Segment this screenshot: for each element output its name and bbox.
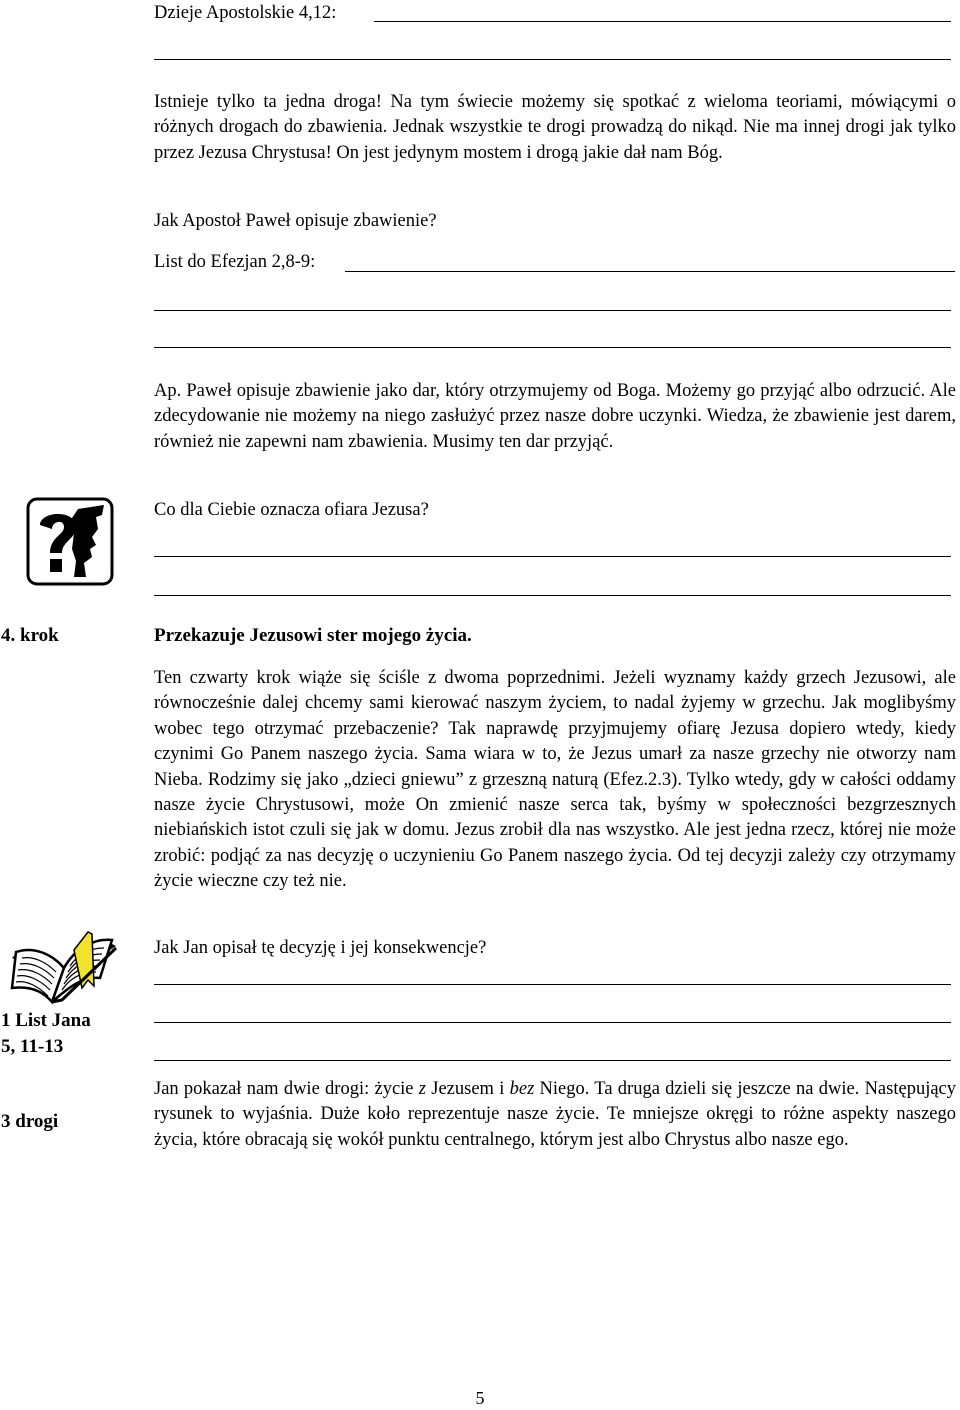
question-paul-salvation: Jak Apostoł Paweł opisuje zbawienie?: [154, 211, 437, 231]
question-head-icon: [26, 497, 114, 586]
answer-line[interactable]: [154, 556, 951, 557]
ways-text-without: bez: [509, 1079, 535, 1099]
page-number: 5: [475, 1388, 485, 1408]
ways-text-with: z: [418, 1079, 426, 1099]
answer-line[interactable]: [154, 984, 951, 985]
question-john-decision: Jak Jan opisał tę decyzję i jej konsekwencje?: [154, 938, 487, 958]
sidebar-three-ways: 3 drogi: [1, 1111, 59, 1132]
answer-line[interactable]: [154, 1022, 951, 1023]
answer-line[interactable]: [154, 347, 951, 348]
answer-line[interactable]: [374, 21, 951, 22]
paragraph-only-way: Istnieje tylko ta jedna droga! Na tym świecie możemy się spotkać z wieloma teoriami, mówiącymi o różnych drogach do zbawienia. Jednak wszystkie te drogi prowadzą do nikąd. Nie ma innej drogi jak tylko przez Jezusa Chrystusa! On jest jedynym mostem i drogą jakie dał nam Bóg.: [154, 92, 956, 163]
sidebar-reference-line2: 5, 11-13: [1, 1036, 64, 1057]
ways-text-end: Niego. Ta druga dzieli się jeszcze na dwie. Następujący rysunek to wyjaśnia. Duże koło reprezentuje nasze życie. Te mniejsze okręgi to różne aspekty naszego życia, które obracają się wokół punktu centralnego, którym jest albo Chrystus albo nasze ego.: [154, 1079, 957, 1150]
answer-line[interactable]: [154, 595, 951, 596]
question-sacrifice: Co dla Ciebie oznacza ofiara Jezusa?: [154, 500, 429, 520]
ephesians-reference-label: List do Efezjan 2,8-9:: [154, 252, 316, 272]
ways-text-mid: Jezusem i: [426, 1079, 510, 1099]
step-label: 4. krok: [1, 625, 59, 646]
answer-line[interactable]: [154, 310, 951, 311]
open-bible-icon: [8, 928, 120, 1006]
acts-reference-label: Dzieje Apostolskie 4,12:: [154, 3, 337, 23]
sidebar-reference-line1: 1 List Jana: [1, 1010, 91, 1031]
ways-text-start: Jan pokazał nam dwie drogi: życie: [154, 1079, 419, 1099]
paragraph-gift: Ap. Paweł opisuje zbawienie jako dar, który otrzymujemy od Boga. Możemy go przyjąć albo odrzucić. Ale zdecydowanie nie możemy na niego zasłużyć przez nasze dobre uczynki. Wiedza, że zbawienie jest darem, również nie zapewni nam zbawienia. Musimy ten dar przyjąć.: [154, 381, 956, 452]
answer-line[interactable]: [154, 1060, 951, 1061]
answer-line[interactable]: [154, 59, 951, 60]
paragraph-step4: Ten czwarty krok wiąże się ściśle z dwoma poprzednimi. Jeżeli wyznamy każdy grzech Jezusowi, ale równocześnie dalej chcemy sami kierować naszym życiem, to nadal żyjemy w grzechu. Jak moglibyśmy wobec tego otrzymać przebaczenie? Tak naprawdę przyjmujemy ofiarę Jezusa dopiero wtedy, kiedy czynimi Go Panem naszego życia. Sama wiara w to, że Jezus umarł za nasze grzechy nie otworzy nam Nieba. Rodzimy się jako „dzieci gniewu” z grzeszną naturą (Efez.2.3). Tylko wtedy, gdy w całości oddamy nasze życie Chrystusowi, może On zmienić nasze serca tak, byśmy w społeczności bezgrzesznych niebiańskich istot czuli się jak w domu. Jezus zrobił dla nas wszystko. Ale jest jedna rzecz, której nie może zrobić: podjąć za nas decyzję o uczynieniu Go Panem naszego życia. Od tej decyzji zależy czy otrzymamy życie wieczne czy też nie.: [154, 668, 956, 892]
step-heading: Przekazuje Jezusowi ster mojego życia.: [154, 625, 472, 646]
answer-line[interactable]: [345, 271, 955, 272]
paragraph-two-ways: [154, 1077, 956, 1153]
